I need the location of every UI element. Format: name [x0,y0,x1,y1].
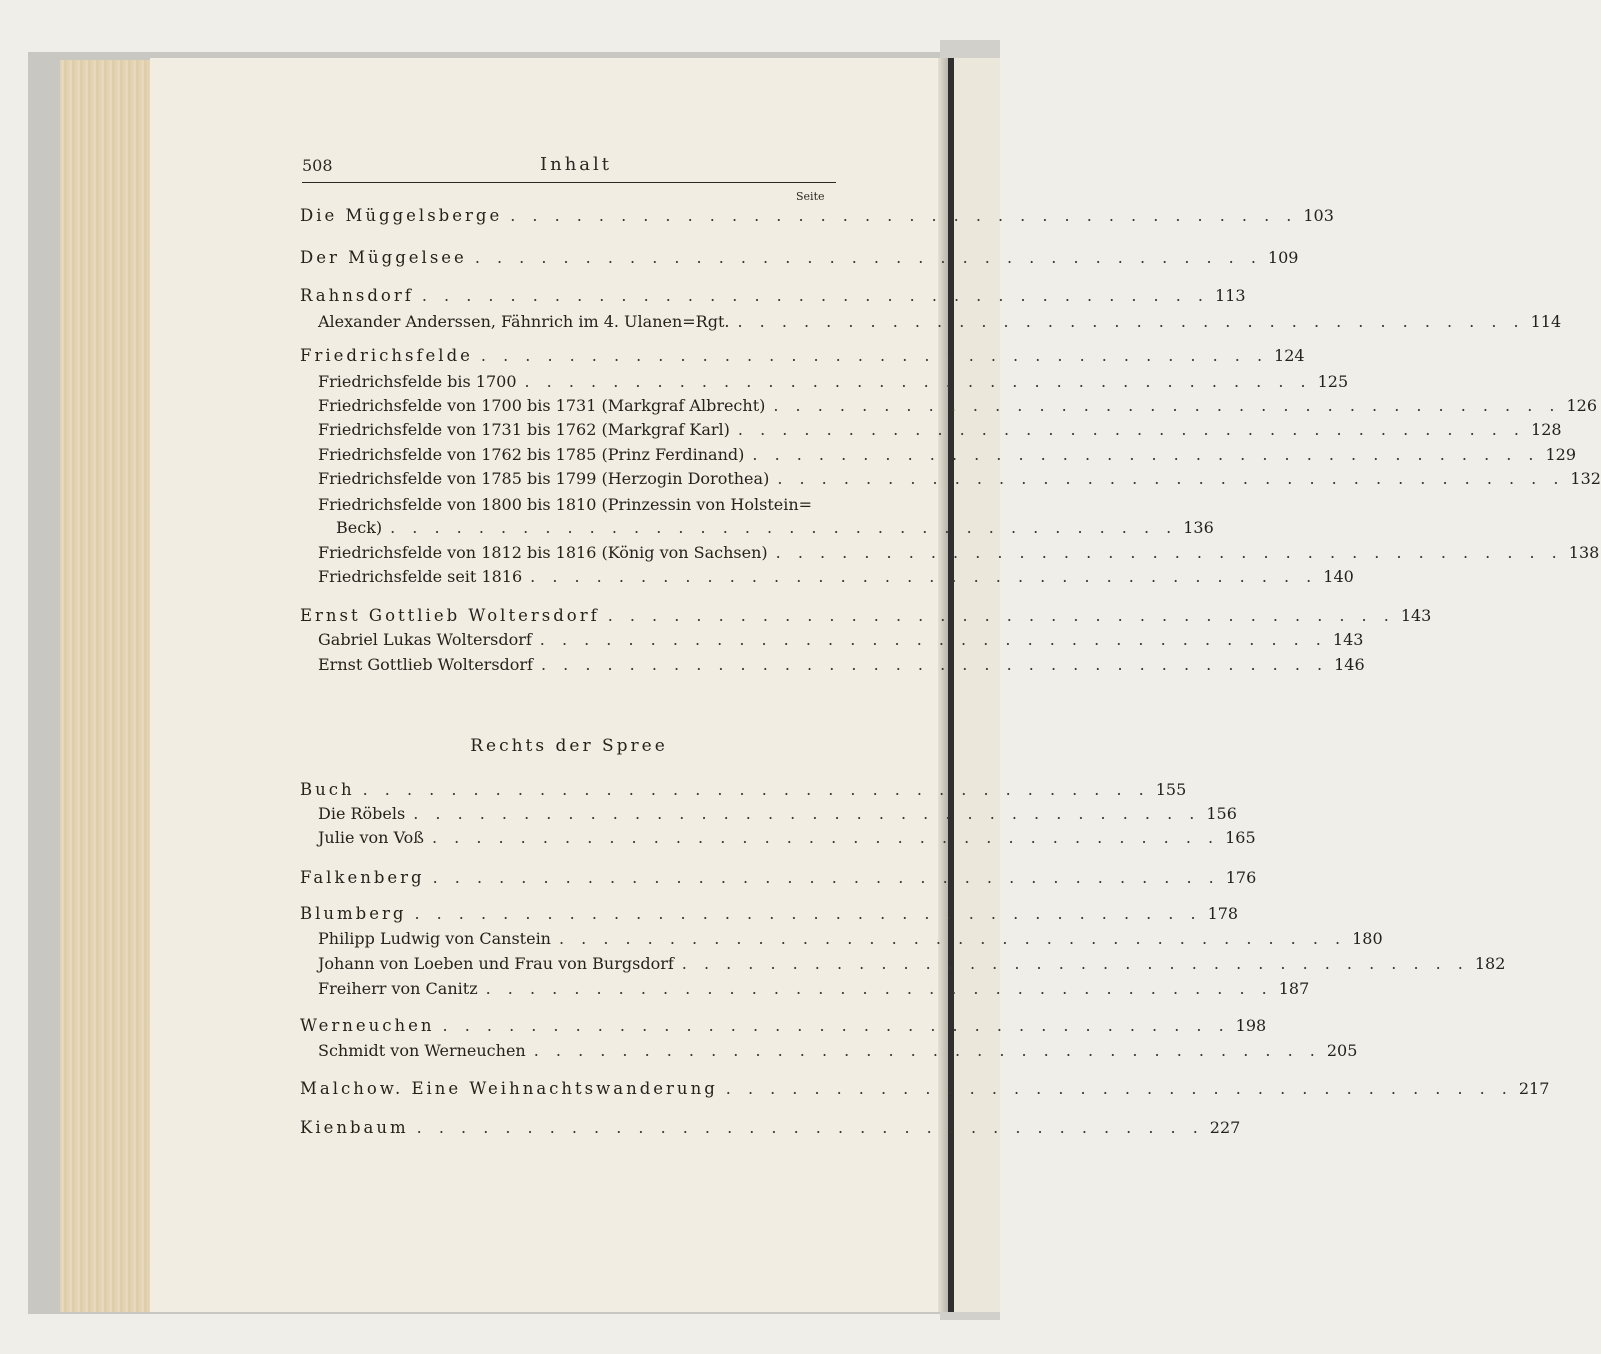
toc-entry-page: 146 [1334,655,1365,674]
toc-entry [318,567,1354,589]
toc-entry-page: 132 [1570,469,1601,488]
toc-entry-title: Ernst Gottlieb Woltersdorf [300,606,600,625]
dot-leader: . . . . . . . . . . . . . . . . . . . . . . . . . . . . . . . . . . . . [775,543,1563,562]
toc-entry-page: 138 [1568,543,1600,562]
dot-leader: . . . . . . . . . . . . . . . . . . . . . . . . . . . . . . . . . . . . [777,469,1565,488]
toc-entry [318,979,1310,1001]
toc-entry [318,445,1577,467]
toc-entry-title: Friedrichsfelde bis 1700 [318,372,517,391]
toc-entry-page: 109 [1267,248,1299,267]
toc-entry-title: Gabriel Lukas Woltersdorf [318,630,532,649]
dot-leader: . . . . . . . . . . . . . . . . . . . . . . . . . . . . . . . . . . . . [480,346,1269,365]
toc-entry-page: 103 [1303,206,1334,225]
dot-leader: . . . . . . . . . . . . . . . . . . . . . . . . . . . . . . . . . . . . [421,286,1209,305]
toc-entry [336,518,1214,540]
dot-leader: . . . . . . . . . . . . . . . . . . . . . . . . . . . . . . . . . . . . [681,954,1469,973]
toc-entry-title: Julie von Voß [318,828,424,847]
toc-entry [318,804,1237,826]
section-heading: Rechts der Spree [470,736,668,756]
toc-entry-title: Die Röbels [318,804,406,823]
toc-entry-title: Beck) [336,518,383,537]
toc-entry-title: Friedrichsfelde von 1785 bis 1799 (Herzogin Dorothea) [318,469,770,488]
toc-entry-page: 114 [1530,312,1562,331]
toc-entry [318,372,1349,394]
toc-entry [318,420,1562,442]
toc-entry [300,248,1299,270]
dot-leader: . . . . . . . . . . . . . . . . . . . . . . . . . . . . . . . . . . . . [431,828,1220,847]
toc-entry-title: Die Müggelsberge [300,206,503,225]
toc-entry [300,206,1334,228]
toc-entry [318,396,1598,418]
toc-entry [300,780,1187,802]
toc-entry-title: Friedrichsfelde [300,346,473,365]
toc-entry [318,828,1256,850]
toc-entry [300,606,1432,628]
toc-entry [318,655,1365,677]
dot-leader: . . . . . . . . . . . . . . . . . . . . . . . . . . . . . . . . . . . . [607,606,1395,625]
toc-entry-page: 156 [1206,804,1237,823]
toc-entry-title: Schmidt von Werneuchen [318,1041,526,1060]
page-number: 508 [302,156,333,175]
toc-entry-page: 205 [1326,1041,1358,1060]
dot-leader: . . . . . . . . . . . . . . . . . . . . . . . . . . . . . . . . . . . . [414,904,1202,923]
toc-entry-title: Der Müggelsee [300,248,467,267]
toc-entry-title: Friedrichsfelde von 1731 bis 1762 (Markgraf Karl) [318,420,730,439]
toc-entry [318,1041,1358,1063]
toc-entry-title: Friedrichsfelde von 1700 bis 1731 (Markgraf Albrecht) [318,396,766,415]
dot-leader: . . . . . . . . . . . . . . . . . . . . . . . . . . . . . . . . . . . . [362,780,1150,799]
toc-entry-title: Friedrichsfelde seit 1816 [318,567,523,586]
toc-entry [318,495,838,517]
dot-leader: . . . . . . . . . . . . . . . . . . . . . . . . . . . . . . . . . . . . [416,1118,1204,1137]
toc-entry [318,929,1383,951]
toc-entry-title: Philipp Ludwig von Canstein [318,929,551,948]
toc-entry-page: 125 [1317,372,1349,391]
dot-leader: . . . . . . . . . . . . . . . . . . . . . . . . . . . . . . . . . . . . [540,655,1329,674]
toc-entry [318,469,1601,491]
dot-leader: . . . . . . . . . . . . . . . . . . . . . . . . . . . . . . . . . . . . [442,1016,1230,1035]
dot-leader: . . . . . . . . . . . . . . . . . . . . . . . . . . . . . . . . . . . . [558,929,1347,948]
toc-entry-title: Friedrichsfelde von 1762 bis 1785 (Prinz Ferdinand) [318,445,745,464]
toc-entry-page: 128 [1531,420,1562,439]
dot-leader: . . . . . . . . . . . . . . . . . . . . . . . . . . . . . . . . . . . . [752,445,1540,464]
toc-entry-title: Kienbaum [300,1118,409,1137]
toc-entry-title: Blumberg [300,904,407,923]
toc-entry [300,1079,1550,1101]
dot-leader: . . . . . . . . . . . . . . . . . . . . . . . . . . . . . . . . . . . . [530,567,1318,586]
toc-entry-page: 187 [1278,979,1310,998]
dot-leader: . . . . . . . . . . . . . . . . . . . . . . . . . . . . . . . . . . . . [524,372,1312,391]
toc-entry-title: Johann von Loeben und Frau von Burgsdorf [318,954,674,973]
toc-entry-page: 140 [1323,567,1354,586]
toc-entry [300,868,1257,890]
toc-entry [300,1118,1241,1140]
dot-leader: . . . . . . . . . . . . . . . . . . . . . . . . . . . . . . . . . . . . [773,396,1561,415]
toc-entry-page: 178 [1207,904,1239,923]
dot-leader: . . . . . . . . . . . . . . . . . . . . . . . . . . . . . . . . . . . . [485,979,1273,998]
toc-entry-page: 165 [1225,828,1256,847]
dot-leader: . . . . . . . . . . . . . . . . . . . . . . . . . . . . . . . . . . . . [725,1079,1513,1098]
dot-leader: . . . . . . . . . . . . . . . . . . . . . . . . . . . . . . . . . . . . [737,312,1525,331]
toc-entry-page: 126 [1566,396,1598,415]
toc-entry-title: Friedrichsfelde von 1812 bis 1816 (König von Sachsen) [318,543,768,562]
toc-entry [318,543,1600,565]
page-edges [60,60,160,1312]
toc-entry [318,630,1364,652]
toc-entry-title: Ernst Gottlieb Woltersdorf [318,655,533,674]
toc-entry-page: 182 [1474,954,1506,973]
toc-entry-page: 129 [1545,445,1577,464]
toc-entry-page: 155 [1155,780,1187,799]
toc-entry-title: Falkenberg [300,868,425,887]
toc-entry-page: 227 [1209,1118,1241,1137]
dot-leader: . . . . . . . . . . . . . . . . . . . . . . . . . . . . . . . . . . . . [390,518,1178,537]
toc-entry [300,904,1239,926]
toc-entry-title: Freiherr von Canitz [318,979,478,998]
toc-entry-page: 198 [1235,1016,1267,1035]
toc-entry [300,286,1246,308]
dot-leader: . . . . . . . . . . . . . . . . . . . . . . . . . . . . . . . . . . . . [539,630,1327,649]
toc-entry-page: 136 [1183,518,1214,537]
dot-leader: . . . . . . . . . . . . . . . . . . . . . . . . . . . . . . . . . . . . [737,420,1526,439]
toc-entry [300,1016,1267,1038]
toc-entry-title: Alexander Anderssen, Fähnrich im 4. Ulanen=Rgt. [318,312,730,331]
dot-leader: . . . . . . . . . . . . . . . . . . . . . . . . . . . . . . . . . . . . [413,804,1201,823]
toc-entry-page: 143 [1332,630,1364,649]
toc-entry-page: 143 [1400,606,1432,625]
toc-entry-page: 176 [1225,868,1257,887]
dot-leader: . . . . . . . . . . . . . . . . . . . . . . . . . . . . . . . . . . . . [432,868,1220,887]
toc-entry-title: Buch [300,780,355,799]
toc-entry-title: Friedrichsfelde von 1800 bis 1810 (Prinzessin von Holstein= [318,495,813,514]
toc-entry-title: Werneuchen [300,1016,435,1035]
toc-entry [300,346,1305,368]
running-title: Inhalt [540,154,613,175]
toc-entry [318,312,1562,334]
dot-leader: . . . . . . . . . . . . . . . . . . . . . . . . . . . . . . . . . . . . [533,1041,1321,1060]
seite-label: Seite [796,190,825,203]
toc-entry-page: 180 [1352,929,1383,948]
dot-leader: . . . . . . . . . . . . . . . . . . . . . . . . . . . . . . . . . . . . [474,248,1262,267]
toc-entry-page: 124 [1274,346,1305,365]
toc-entry-page: 113 [1214,286,1246,305]
toc-entry-title: Rahnsdorf [300,286,414,305]
dot-leader: . . . . . . . . . . . . . . . . . . . . . . . . . . . . . . . . . . . . [510,206,1298,225]
page-header [302,156,836,183]
toc-entry [318,954,1506,976]
toc-entry-title: Malchow. Eine Weihnachtswanderung [300,1079,718,1098]
toc-entry-page: 217 [1518,1079,1550,1098]
